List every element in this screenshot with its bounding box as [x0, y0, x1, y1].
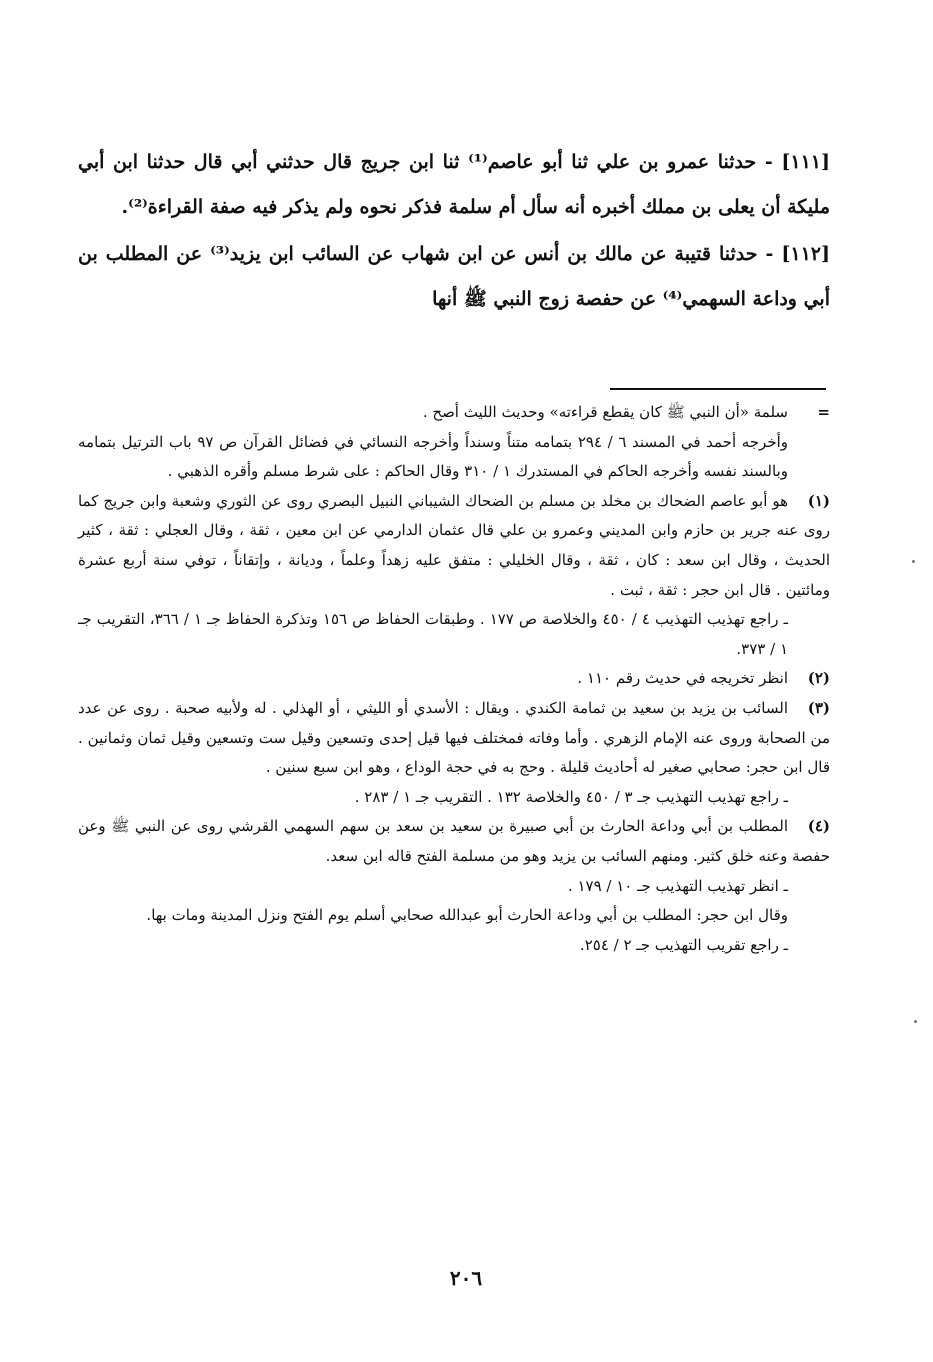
hadith-number-111: [١١١] - — [764, 151, 830, 173]
footnote-4-quote: وقال ابن حجر: المطلب بن أبي وداعة الحارث أبو عبدالله صحابي أسلم يوم الفتح ونزل المدينة ومات بها. — [146, 906, 788, 925]
scan-speck — [912, 560, 915, 563]
scan-speck — [914, 1020, 917, 1023]
footnote-3-reference: ـ راجع تهذيب التهذيب جـ ٣ / ٤٥٠ والخلاصة ١٣٢ . التقريب جـ ١ / ٢٨٣ . — [354, 787, 788, 806]
footnote-3-text: السائب بن يزيد بن سعيد بن ثمامة الكندي . ويقال : الأسدي أو الليثي ، أو الهذلي . له ولأبيه صحبة . روى عن عدد من الصحابة وروى عنه الإمام الزهري . وأما وفاته فمختلف فيها قيل إحدى وتسعين وقيل ست وتسعين وقيل ثمان وثمانين . قال ابن حجر: صحابي صغير له أحاديث قليلة . وحج به في حجة الوداع ، وهو ابن سبع سنين . — [78, 698, 830, 777]
footnote-2 — [78, 664, 830, 694]
footnote-1-text: هو أبو عاصم الضحاك بن مخلد بن مسلم بن الضحاك الشيباني النبيل البصري روى عن الثوري وشعبة وابن جريج كما روى عنه جرير بن حازم وابن المديني وعمرو بن علي قال عثمان الدارمي عن ابن معين ، ثقة ، وقال العجلي : ثقة ، كثير الحديث ، وقال ابن سعد : كان ، ثقة ، وقال الخليلي : متفق عليه زهداً وعلماً ، وديانة ، وإتقاناً ، توفي سنة أربع عشرة ومائتين . قال ابن حجر : ثقة ، ثبت . — [78, 491, 830, 599]
continuation-marker: = — [817, 403, 830, 421]
footnote-4-reference-2: ـ راجع تقريب التهذيب جـ ٢ / ٢٥٤. — [579, 935, 788, 954]
footnote-2-text: انظر تخريجه في حديث رقم ١١٠ . — [577, 669, 788, 688]
footnotes — [78, 398, 830, 960]
footnote-4-reference-1: ـ انظر تهذيب التهذيب جـ ١٠ / ١٧٩ . — [567, 876, 788, 895]
hadith-text-112: حدثنا قتيبة عن مالك بن أنس عن ابن شهاب عن السائب ابن يزيد⁽³⁾ عن المطلب بن أبي وداعة السهمي⁽⁴⁾ عن حفصة زوج النبي ﷺ أنها — [78, 243, 830, 310]
footnote-4-text: المطلب بن أبي وداعة الحارث بن أبي صبيرة بن سعيد بن سعد بن سهم السهمي القرشي روى عن النبي ﷺ وعن حفصة وعنه خلق كثير. ومنهم السائب بن يزيد وهو من مسلمة الفتح قاله ابن سعد. — [78, 817, 830, 865]
footnote-1-reference: ـ راجع تهذيب التهذيب ٤ / ٤٥٠ والخلاصة ص ١٧٧ . وطبقات الحفاظ ص ١٥٦ وتذكرة الحفاظ جـ ١ / ٣٦٦، التقريب جـ ١ / ٣٧٣. — [78, 610, 788, 658]
footnote-continuation-line: سلمة «أن النبي ﷺ كان يقطع قراءته» وحديث الليث أصح . — [422, 403, 788, 421]
footnote-1-marker: (١) — [807, 491, 830, 510]
footnote-4 — [78, 812, 830, 871]
hadith-112 — [78, 232, 830, 322]
hadith-number-112: [١١٢] - — [765, 243, 831, 265]
footnote-continuation-text: وأخرجه أحمد في المسند ٦ / ٢٩٤ بتمامه متناً وسنداً وأخرجه النسائي في فضائل القرآن ص ٩٧ باب الترتيل بتمامه وبالسند نفسه وأخرجه الحاكم في المستدرك ١ / ٣١٠ وقال الحاكم : على شرط مسلم وأقره الذهبي . — [78, 432, 789, 481]
footnote-continuation — [78, 398, 830, 428]
footnote-3 — [78, 694, 830, 783]
footnote-4-marker: (٤) — [807, 817, 830, 836]
hadith-text-111: حدثنا عمرو بن علي ثنا أبو عاصم⁽¹⁾ ثنا ابن جريج قال حدثني أبي قال حدثنا ابن أبي مليكة أن يعلى بن مملك أخبره أنه سأل أم سلمة فذكر نحوه ولم يذكر فيه صفة القراءة⁽²⁾. — [78, 151, 830, 218]
footnote-2-marker: (٢) — [807, 669, 830, 688]
footnote-3-marker: (٣) — [807, 698, 830, 717]
footnote-separator — [610, 388, 826, 390]
hadith-111 — [78, 140, 830, 230]
main-text — [78, 140, 830, 324]
footnote-1 — [78, 487, 830, 605]
page-number: ٢٠٦ — [449, 1266, 483, 1290]
